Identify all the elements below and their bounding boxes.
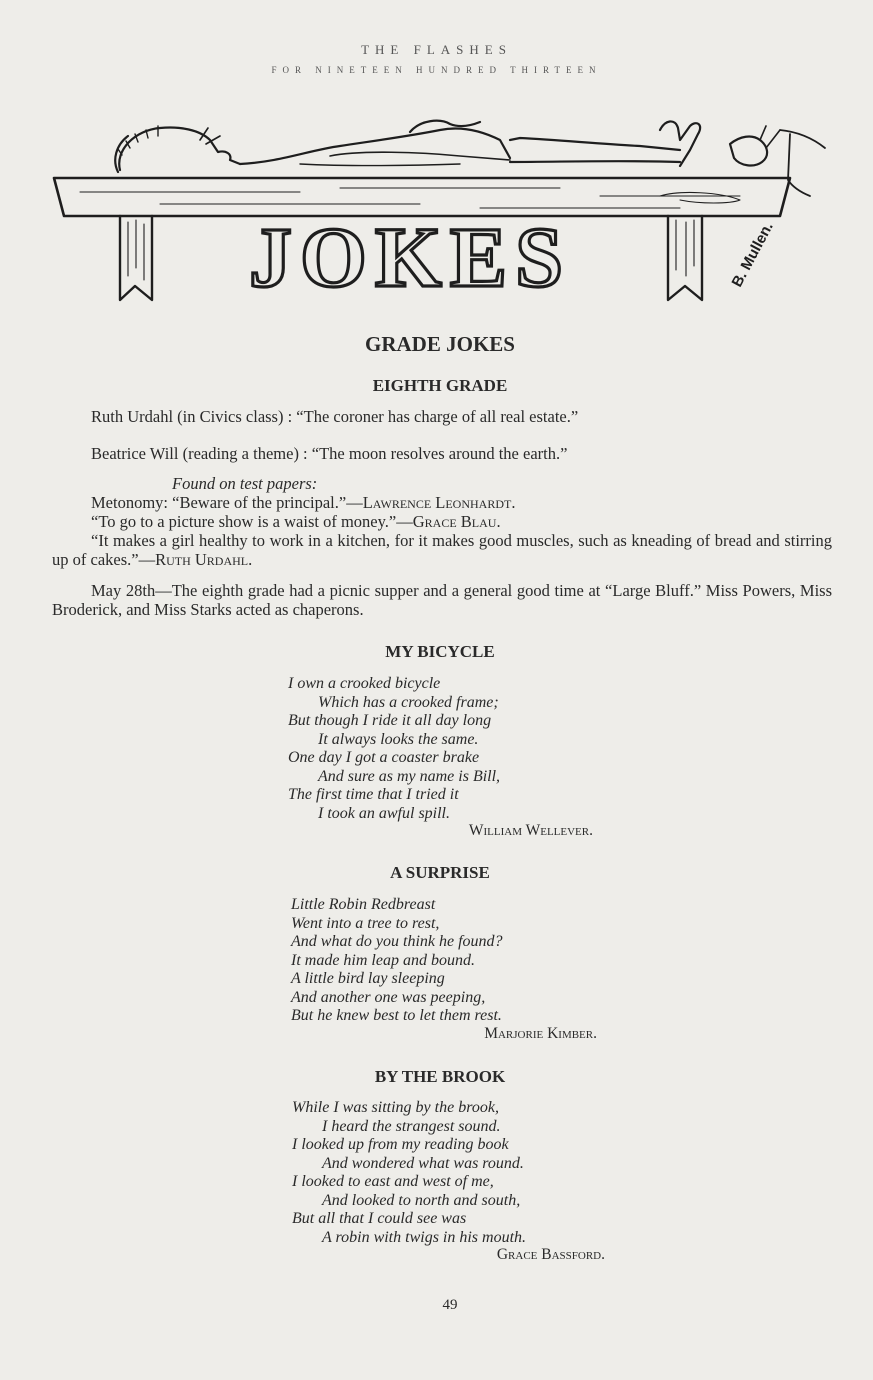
jokes-banner-word: JOKES: [249, 209, 571, 305]
poem-title-a-surprise: A SURPRISE: [390, 863, 490, 882]
poem-line: Which has a crooked frame;: [318, 693, 499, 711]
poem-title-by-the-brook: BY THE BROOK: [374, 1067, 506, 1086]
joke-metonymy-author: Lawrence Leonhardt.: [362, 493, 516, 512]
joke-kitchen: [52, 531, 832, 569]
poem-author: Grace Bassford.: [496, 1246, 605, 1263]
poem-by-the-brook: [292, 1099, 526, 1247]
artist-signature: B. Mullen.: [728, 219, 777, 290]
poem-line: The first time that I tried it: [288, 786, 459, 803]
jokes-banner-illustration: [40, 100, 840, 310]
poem-line: But all that I could see was: [292, 1210, 467, 1227]
joke-metonymy: [91, 493, 515, 513]
joke-picture-show: [91, 512, 501, 532]
poem-my-bicycle: [288, 675, 500, 823]
poem-line: And what do you think he found?: [291, 933, 503, 950]
joke-kitchen-author: Ruth Urdahl.: [155, 550, 253, 569]
poem-line: And wondered what was round.: [322, 1154, 524, 1172]
page-number: 49: [442, 1297, 458, 1313]
running-header-title: THE FLASHES: [361, 42, 512, 57]
joke-metonymy-text: Metonomy: “Beware of the principal.”—: [91, 493, 363, 512]
poem-line: A little bird lay sleeping: [291, 970, 445, 987]
poem-line: And another one was peeping,: [291, 988, 486, 1006]
joke-picture-text: “To go to a picture show is a waist of money.”—: [91, 512, 413, 531]
poem-line: And sure as my name is Bill,: [318, 767, 501, 785]
poem-line: But though I ride it all day long: [288, 712, 492, 729]
joke-ruth-civics: Ruth Urdahl (in Civics class) : “The coroner has charge of all real estate.”: [91, 407, 579, 426]
poem-author: Marjorie Kimber.: [484, 1025, 597, 1042]
poem-line: It made him leap and bound.: [291, 951, 475, 969]
page-title: GRADE JOKES: [365, 332, 515, 356]
poem-line: Went into a tree to rest,: [291, 914, 440, 932]
joke-picture-author: Grace Blau.: [412, 512, 501, 531]
poem-line: One day I got a coaster brake: [288, 749, 480, 766]
joke-kitchen-text: “It makes a girl healthy to work in a kitchen, for it makes good muscles, such as kneading of bread and stirring up of cakes.”—: [52, 531, 832, 569]
poem-line: And looked to north and south,: [322, 1191, 521, 1209]
poem-a-surprise: [291, 896, 503, 1026]
poem-line: I heard the strangest sound.: [322, 1117, 501, 1135]
poem-author: William Wellever.: [468, 822, 593, 839]
poem-line: A robin with twigs in his mouth.: [322, 1228, 527, 1246]
poem-line: I looked to east and west of me,: [292, 1173, 494, 1190]
poem-line: Little Robin Redbreast: [291, 896, 436, 913]
found-on-test-papers-label: Found on test papers:: [172, 474, 318, 493]
poem-line: I looked up from my reading book: [292, 1136, 509, 1153]
poem-line: I took an awful spill.: [318, 804, 450, 822]
joke-beatrice-theme: Beatrice Will (reading a theme) : “The moon resolves around the earth.”: [91, 444, 568, 463]
poem-line: While I was sitting by the brook,: [292, 1099, 499, 1116]
poem-title-my-bicycle: MY BICYCLE: [385, 642, 495, 661]
poem-line: It always looks the same.: [318, 730, 479, 748]
poem-line: But he knew best to let them rest.: [291, 1007, 502, 1024]
picnic-note: May 28th—The eighth grade had a picnic supper and a general good time at “Large Bluff.” Miss Powers, Miss Broderick, and Miss Starks acted as chaperons.: [52, 581, 832, 619]
running-header-subtitle: FOR NINETEEN HUNDRED THIRTEEN: [271, 65, 602, 75]
grade-heading: EIGHTH GRADE: [372, 376, 508, 395]
poem-line: I own a crooked bicycle: [288, 675, 441, 692]
